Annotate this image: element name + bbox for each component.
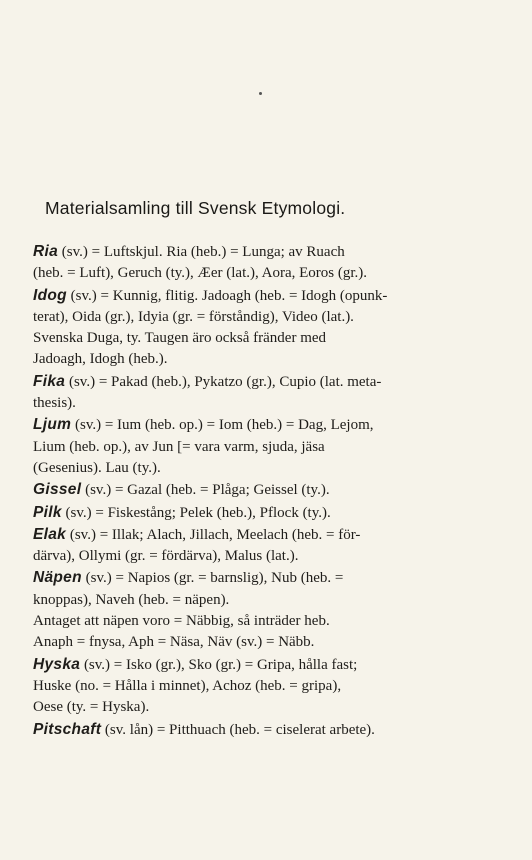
dictionary-entry: [33, 524, 463, 568]
entry-list: [33, 241, 463, 741]
entry-line: (sv. lån) = Pitthuach (heb. = ciselerat arbete).: [101, 721, 375, 738]
entry-line: Oese (ty. = Hyska).: [33, 699, 150, 716]
dictionary-entry: [33, 285, 463, 371]
entry-headword: Idog: [33, 286, 67, 304]
dictionary-entry: [33, 371, 463, 415]
dictionary-entry: [33, 567, 463, 653]
entry-headword: Fika: [33, 372, 66, 390]
dictionary-entry: [33, 479, 463, 501]
entry-line: (sv.) = Kunnig, flitig. Jadoagh (heb. = Idogh (opunk-: [66, 287, 388, 304]
entry-headword: Pitschaft: [33, 720, 102, 738]
dictionary-entry: [33, 502, 463, 524]
entry-line: (sv.) = Isko (gr.), Sko (gr.) = Gripa, hålla fast;: [80, 656, 358, 673]
entry-line: (heb. = Luft), Geruch (ty.), Æer (lat.), Aora, Eoros (gr.).: [33, 265, 368, 282]
entry-line: (sv.) = Fiskestång; Pelek (heb.), Pflock (ty.).: [61, 504, 331, 521]
entry-line: Lium (heb. op.), av Jun [= vara varm, sjuda, jäsa: [33, 438, 325, 455]
entry-line: Antaget att näpen voro = Näbbig, så inträder heb.: [33, 613, 330, 630]
entry-headword: Ljum: [33, 416, 72, 434]
dictionary-entry: [33, 241, 463, 285]
dictionary-entry: [33, 414, 463, 479]
entry-line: Jadoagh, Idogh (heb.).: [33, 351, 168, 368]
entry-line: thesis).: [33, 395, 76, 412]
entry-headword: Pilk: [33, 503, 62, 521]
entry-headword: Ria: [33, 243, 59, 260]
entry-line: Anaph = fnysa, Aph = Näsa, Näv (sv.) = Näbb.: [33, 634, 315, 651]
entry-line: därva), Ollymi (gr. = fördärva), Malus (lat.).: [33, 548, 299, 565]
entry-line: (sv.) = Gazal (heb. = Plåga; Geissel (ty.).: [81, 482, 330, 499]
entry-headword: Näpen: [33, 569, 82, 587]
entry-headword: Gissel: [33, 481, 82, 499]
entry-line: Svenska Duga, ty. Taugen äro också fränder med: [33, 330, 327, 347]
entry-headword: Hyska: [33, 655, 81, 673]
ink-speck: [259, 92, 262, 95]
entry-line: terat), Oida (gr.), Idyia (gr. = förståndig), Video (lat.).: [33, 308, 354, 325]
entry-line: (sv.) = Luftskjul. Ria (heb.) = Lunga; av Ruach: [58, 244, 345, 260]
page-title: Materialsamling till Svensk Etymologi.: [45, 198, 346, 218]
entry-line: Huske (no. = Hålla i minnet), Achoz (heb. = gripa),: [33, 677, 342, 694]
entry-line: (sv.) = Ium (heb. op.) = Iom (heb.) = Dag, Lejom,: [71, 417, 374, 434]
dictionary-entry: [33, 654, 463, 719]
entry-line: (sv.) = Illak; Alach, Jillach, Meelach (heb. = för-: [66, 526, 361, 543]
dictionary-entry: [33, 719, 463, 741]
entry-line: knoppas), Naveh (heb. = näpen).: [33, 591, 230, 608]
entry-headword: Elak: [33, 525, 67, 543]
entry-line: (sv.) = Pakad (heb.), Pykatzo (gr.), Cupio (lat. meta-: [65, 373, 382, 390]
entry-line: (Gesenius). Lau (ty.).: [33, 459, 161, 476]
entry-line: (sv.) = Napios (gr. = barnslig), Nub (heb. =: [81, 570, 344, 587]
